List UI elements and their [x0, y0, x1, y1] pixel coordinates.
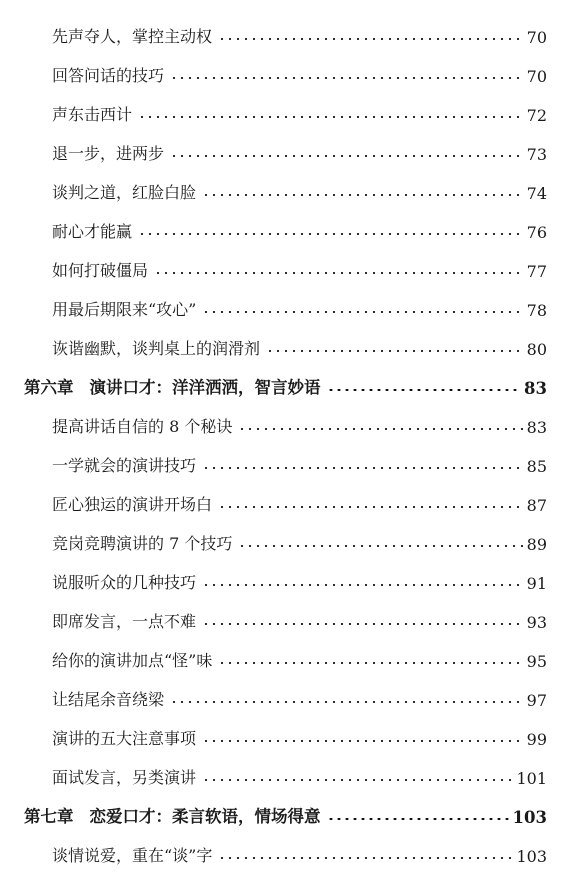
toc-entry[interactable]	[0, 758, 583, 788]
dot-leader	[138, 233, 523, 235]
dot-leader	[238, 545, 522, 547]
toc-entry[interactable]	[0, 680, 583, 710]
toc-entry-title: 竞岗竞聘演讲的 7 个技巧	[52, 534, 233, 553]
toc-entry[interactable]	[0, 719, 583, 749]
toc-entry[interactable]	[0, 641, 583, 671]
toc-chapter[interactable]	[0, 368, 583, 398]
toc-entry[interactable]	[0, 485, 583, 515]
toc-entry[interactable]	[0, 17, 583, 47]
dot-leader	[202, 467, 523, 469]
toc-entry[interactable]	[0, 836, 583, 866]
toc-entry-page: 87	[526, 496, 547, 515]
toc-entry-page: 101	[516, 769, 547, 788]
dot-leader	[218, 38, 523, 40]
toc-entry-page: 77	[526, 262, 547, 281]
toc-entry[interactable]	[0, 134, 583, 164]
toc-entry-page: 70	[526, 67, 547, 86]
toc-entry-page: 85	[526, 457, 547, 476]
toc-entry-title: 如何打破僵局	[52, 261, 149, 280]
toc-entry-page: 93	[526, 613, 547, 632]
dot-leader	[218, 506, 523, 508]
dot-leader	[202, 740, 523, 742]
dot-leader	[170, 77, 523, 79]
toc-entry-title: 退一步，进两步	[52, 144, 165, 163]
dot-leader	[170, 701, 523, 703]
toc-entry-page: 91	[526, 574, 547, 593]
dot-leader	[327, 389, 521, 391]
toc-chapter[interactable]	[0, 797, 583, 827]
dot-leader	[202, 194, 523, 196]
dot-leader	[266, 350, 523, 352]
toc-entry[interactable]	[0, 56, 583, 86]
chapter-number: 第六章	[24, 378, 74, 397]
toc-entry-page: 97	[526, 691, 547, 710]
chapter-page: 83	[524, 379, 547, 398]
toc-entry[interactable]	[0, 407, 583, 437]
dot-leader	[202, 779, 512, 781]
toc-entry-title: 声东击西计	[52, 105, 133, 124]
dot-leader	[202, 311, 522, 313]
chapter-title: 恋爱口才：柔言软语，情场得意	[89, 807, 321, 826]
toc-entry[interactable]	[0, 251, 583, 281]
dot-leader	[327, 818, 509, 820]
toc-entry-title: 谈情说爱，重在“谈”字	[52, 846, 213, 865]
dot-leader	[202, 584, 523, 586]
toc-entry-title: 一学就会的演讲技巧	[52, 456, 197, 475]
toc-entry-page: 74	[526, 184, 547, 203]
toc-entry-title: 用最后期限来“攻心”	[52, 300, 197, 319]
toc-entry-page: 83	[526, 418, 547, 437]
toc-entry-page: 78	[526, 301, 547, 320]
toc-entry[interactable]	[0, 602, 583, 632]
dot-leader	[202, 623, 523, 625]
dot-leader	[218, 857, 512, 859]
toc-entry[interactable]	[0, 173, 583, 203]
toc-entry-title: 回答问话的技巧	[52, 66, 165, 85]
toc-entry-page: 70	[526, 28, 547, 47]
dot-leader	[218, 662, 522, 664]
dot-leader	[154, 272, 523, 274]
chapter-number: 第七章	[24, 807, 74, 826]
toc-entry-page: 73	[526, 145, 547, 164]
toc-entry-page: 80	[526, 340, 547, 359]
toc-entry-title: 说服听众的几种技巧	[52, 573, 197, 592]
toc-entry-page: 99	[526, 730, 547, 749]
toc-entry[interactable]	[0, 329, 583, 359]
toc-entry-title: 诙谐幽默，谈判桌上的润滑剂	[52, 339, 261, 358]
toc-entry-page: 72	[526, 106, 547, 125]
toc-entry-page: 89	[526, 535, 547, 554]
toc-entry-page: 76	[526, 223, 547, 242]
toc-entry[interactable]	[0, 290, 583, 320]
toc-entry[interactable]	[0, 95, 583, 125]
toc-entry-title: 让结尾余音绕梁	[52, 690, 165, 709]
toc-entry-title: 面试发言，另类演讲	[52, 768, 197, 787]
toc-entry[interactable]	[0, 212, 583, 242]
toc-entry-title: 谈判之道，红脸白脸	[52, 183, 197, 202]
dot-leader	[170, 155, 523, 157]
toc-entry-title: 耐心才能赢	[52, 222, 133, 241]
toc-entry-title: 先声夺人，掌控主动权	[52, 27, 213, 46]
toc-entry[interactable]	[0, 524, 583, 554]
toc-entry-title: 提高讲话自信的 8 个秘诀	[52, 417, 233, 436]
chapter-title: 演讲口才：洋洋洒洒，智言妙语	[89, 378, 321, 397]
chapter-page: 103	[512, 808, 547, 827]
toc-entry-page: 95	[526, 652, 547, 671]
dot-leader	[238, 428, 522, 430]
toc-entry[interactable]	[0, 563, 583, 593]
toc-entry-title: 给你的演讲加点“怪”味	[52, 651, 213, 670]
toc-entry-title: 匠心独运的演讲开场白	[52, 495, 213, 514]
toc-entry-title: 即席发言，一点不难	[52, 612, 197, 631]
toc-entry-title: 演讲的五大注意事项	[52, 729, 197, 748]
dot-leader	[138, 116, 523, 118]
toc-entry[interactable]	[0, 446, 583, 476]
toc-entry-page: 103	[516, 847, 547, 866]
